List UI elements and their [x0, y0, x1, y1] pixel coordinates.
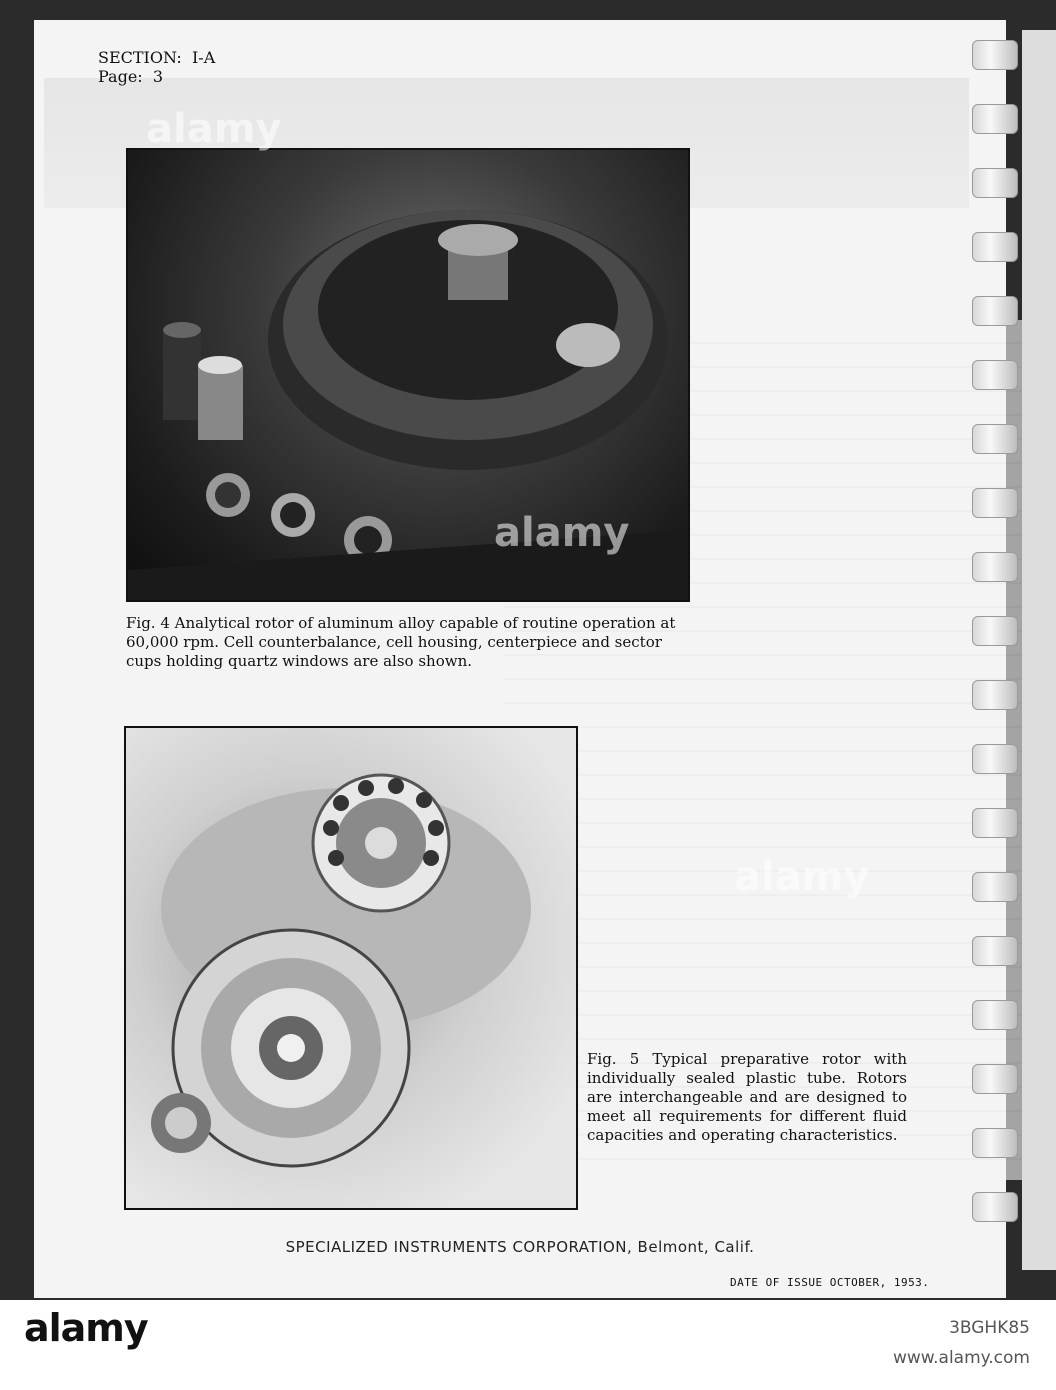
- watermark-text: alamy: [494, 510, 630, 556]
- spiral-binding-ring-icon: [972, 232, 1018, 262]
- spiral-binding-ring-icon: [972, 1064, 1018, 1094]
- issue-date: DATE OF ISSUE OCTOBER, 1953.: [730, 1276, 930, 1289]
- site-url: www.alamy.com: [892, 1348, 1030, 1368]
- stock-banner: [0, 1300, 1056, 1390]
- spiral-binding-ring-icon: [972, 616, 1018, 646]
- section-label: SECTION: I-A: [98, 48, 216, 67]
- spiral-binding-ring-icon: [972, 296, 1018, 326]
- alamy-logo: alamy: [24, 1306, 148, 1350]
- spiral-binding-ring-icon: [972, 552, 1018, 582]
- figure-5-photo: [124, 726, 578, 1210]
- section-header: [98, 48, 215, 86]
- spiral-binding-ring-icon: [972, 424, 1018, 454]
- figure-5-caption: Fig. 5 Typical preparative rotor with individually sealed plastic tube. Rotors are interchangeable and are designed to meet all requirements for different fluid capacities and operating characteristics.: [587, 1050, 907, 1144]
- watermark-text: alamy: [734, 854, 870, 900]
- spiral-binding-ring-icon: [972, 872, 1018, 902]
- watermark-text: alamy: [146, 106, 282, 152]
- spiral-binding-ring-icon: [972, 1128, 1018, 1158]
- company-footer: SPECIALIZED INSTRUMENTS CORPORATION, Belmont, Calif.: [285, 1238, 755, 1256]
- spiral-binding-ring-icon: [972, 40, 1018, 70]
- spiral-binding-ring-icon: [972, 1192, 1018, 1222]
- spiral-binding-ring-icon: [972, 1000, 1018, 1030]
- spiral-binding-ring-icon: [972, 168, 1018, 198]
- spiral-binding-ring-icon: [972, 936, 1018, 966]
- spiral-binding: [972, 40, 1018, 1260]
- manual-page: [34, 20, 1006, 1298]
- spiral-binding-ring-icon: [972, 744, 1018, 774]
- spiral-binding-ring-icon: [972, 360, 1018, 390]
- spiral-binding-ring-icon: [972, 488, 1018, 518]
- spiral-binding-ring-icon: [972, 680, 1018, 710]
- back-pages: [1022, 30, 1056, 1270]
- page-label: Page: 3: [98, 67, 164, 86]
- image-id: 3BGHK85: [949, 1318, 1030, 1338]
- spiral-binding-ring-icon: [972, 104, 1018, 134]
- figure-4-caption: Fig. 4 Analytical rotor of aluminum alloy capable of routine operation at 60,000 rpm. Cell counterbalance, cell housing, centerpiece and sector cups holding quartz windows are also shown.: [126, 614, 676, 670]
- spiral-binding-ring-icon: [972, 808, 1018, 838]
